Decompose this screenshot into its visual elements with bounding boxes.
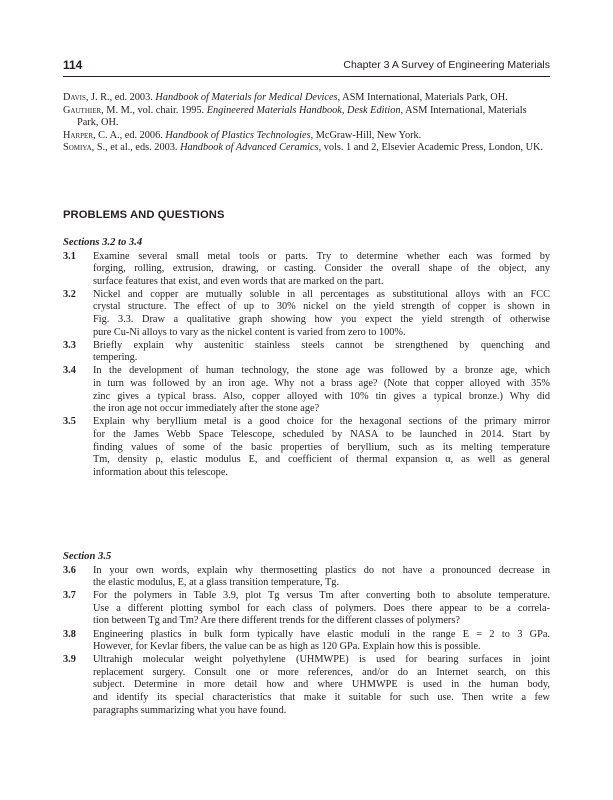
- problem-number: 3.8: [63, 628, 76, 640]
- reference-item: [63, 142, 550, 155]
- problem-text: [93, 590, 550, 628]
- reference-publisher: , ASM International, Materials Park, OH.: [337, 92, 508, 103]
- problem-item: [63, 565, 550, 590]
- reference-publisher: , McGraw-Hill, New York.: [310, 129, 422, 141]
- problem-number: 3.5: [63, 416, 76, 428]
- problem-number: 3.6: [63, 564, 76, 576]
- problem-text-line: surface features that exist, and even words that are marked on the part.: [93, 275, 384, 287]
- reference-detail: , vol. chair. 1995.: [132, 104, 207, 116]
- reference-detail: , ed. 2003.: [109, 92, 156, 103]
- problem-text-line: and identify its special characteristics that make it suitable for such use. Then write a few: [93, 692, 550, 704]
- problem-text: [93, 251, 550, 289]
- problem-number: 3.1: [63, 250, 76, 262]
- problem-text-line: replacement surgery. Consult one or more references, and/or do an Internet search, on this: [93, 666, 550, 678]
- problem-text-line: Tm, density ρ, elastic modulus E, and coefficient of thermal expansion α, as well as general: [93, 454, 550, 466]
- problem-text-line: the iron age not occur immediately after the stone age?: [93, 403, 320, 415]
- problem-text-line: information about this telescope.: [93, 466, 228, 478]
- reference-publisher: , ASM International, Materials Park, OH.: [77, 104, 527, 129]
- problem-group: [63, 551, 550, 718]
- problem-number: 3.4: [63, 365, 76, 377]
- problem-text-line: Explain why beryllium metal is a good choice for the hexagonal sections of the primary mirror: [93, 416, 550, 428]
- reference-title: Handbook of Advanced Ceramics: [180, 142, 319, 154]
- problem-text-line: tempering.: [93, 352, 138, 364]
- problem-text-line: the elastic modulus, E, at a glass transition temperature, Tg.: [93, 577, 340, 589]
- problem-text: [93, 416, 550, 479]
- section-heading: PROBLEMS AND QUESTIONS: [63, 209, 225, 221]
- problem-text: [93, 654, 550, 717]
- problem-text-line: Ultrahigh molecular weight polyethylene (UHMWPE) is used for bearing surfaces in joint: [93, 654, 550, 666]
- problem-text-line: forging, rolling, extrusion, drawing, or casting. Consider the overall shape of the object, any: [93, 263, 550, 275]
- problem-text-line: tion between Tg and Tm? Are there different trends for the different classes of polymers?: [93, 615, 460, 627]
- problem-text-line: for the James Webb Space Telescope, scheduled by NASA to be launched in 2014. Start by: [93, 428, 550, 440]
- reference-title: Handbook of Materials for Medical Devices: [155, 92, 338, 103]
- reference-detail: , ed. 2006.: [119, 129, 166, 141]
- problem-text-line: For the polymers in Table 3.9, plot Tg versus Tm after converting both to absolute temperature.: [93, 590, 550, 602]
- problem-number: 3.7: [63, 590, 76, 602]
- problem-text-line: In the development of human technology, the stone age was followed by a bronze age, which: [93, 365, 550, 377]
- problem-item: [63, 590, 550, 628]
- problem-text: [93, 340, 550, 365]
- problem-item: [63, 416, 550, 479]
- problem-text-line: zinc gives a typical brass. Also, copper alloyed with 10% tin gives a typical bronze.) Why did: [93, 390, 550, 402]
- problem-item: [63, 289, 550, 339]
- reference-author: Gauthier, M. M.: [63, 104, 133, 116]
- problem-text-line: Nickel and copper are mutually soluble in all percentages as substitutional alloys with an FCC: [93, 288, 550, 300]
- problem-text: [93, 565, 550, 590]
- problem-item: [63, 654, 550, 717]
- reference-item: [63, 105, 550, 130]
- problem-item: [63, 629, 550, 654]
- problem-text-line: Fig. 3.3. Draw a qualitative graph showing how you expect the yield strength of otherwise: [93, 314, 550, 326]
- problem-text-line: crystal structure. The effect of up to 30% nickel on the yield strength of copper is shown in: [93, 301, 550, 313]
- reference-publisher: , vols. 1 and 2, Elsevier Academic Press, London, UK.: [318, 142, 544, 154]
- reference-title: Engineered Materials Handbook, Desk Edition: [206, 104, 401, 116]
- problem-text: [93, 365, 550, 415]
- problem-text: [93, 289, 550, 339]
- problem-text-line: pure Cu-Ni alloys to vary as the nickel content is varied from zero to 100%.: [93, 326, 406, 338]
- reference-item: [63, 92, 550, 105]
- reference-item: [63, 130, 550, 143]
- reference-author: Davis, J. R.: [63, 92, 110, 103]
- problem-number: 3.9: [63, 654, 76, 666]
- problem-text-line: subject. Determine in more detail how and where UHMWPE is used in the human body,: [93, 679, 550, 691]
- problem-text-line: Use a different plotting symbol for each class of polymers. Does there appear to be a correla-: [93, 602, 550, 614]
- problem-text-line: paragraphs summarizing what you have found.: [93, 704, 287, 716]
- reference-title: Handbook of Plastics Technologies: [165, 129, 311, 141]
- reference-list: [63, 92, 550, 155]
- problem-text: [93, 629, 550, 654]
- problem-text-line: finding values of some of the basic properties of beryllium, such as its melting temperature: [93, 441, 550, 453]
- problem-text-line: in turn was followed by an iron age. Why not a brass age? (Note that copper alloyed with 35%: [93, 378, 550, 390]
- problem-group: [63, 237, 550, 480]
- problem-number: 3.2: [63, 288, 76, 300]
- problem-item: [63, 340, 550, 365]
- problem-text-line: However, for Kevlar fibers, the value can be as high as 120 GPa. Explain how this is possible.: [93, 641, 481, 653]
- page-number: 114: [63, 58, 83, 72]
- problem-item: [63, 365, 550, 415]
- problem-text-line: Briefly explain why austenitic stainless steels cannot be strengthened by quenching and: [93, 339, 550, 351]
- problem-text-line: Examine several small metal tools or parts. Try to determine whether each was formed by: [93, 250, 550, 262]
- reference-detail: , et al., eds. 2003.: [105, 142, 181, 154]
- reference-author: Harper, C. A.: [63, 129, 120, 141]
- reference-author: Somiya, S.: [63, 142, 106, 154]
- problem-group-heading: Sections 3.2 to 3.4: [63, 237, 143, 248]
- problem-item: [63, 251, 550, 289]
- problem-text-line: In your own words, explain why thermosetting plastics do not have a pronounced decrease in: [93, 564, 550, 576]
- problem-group-heading: Section 3.5: [63, 551, 112, 562]
- problem-text-line: Engineering plastics in bulk form typically have elastic moduli in the range E = 2 to 3 GPa.: [93, 628, 550, 640]
- problem-number: 3.3: [63, 339, 76, 351]
- running-head: Chapter 3 A Survey of Engineering Materials: [343, 59, 550, 71]
- page-header: [63, 58, 550, 77]
